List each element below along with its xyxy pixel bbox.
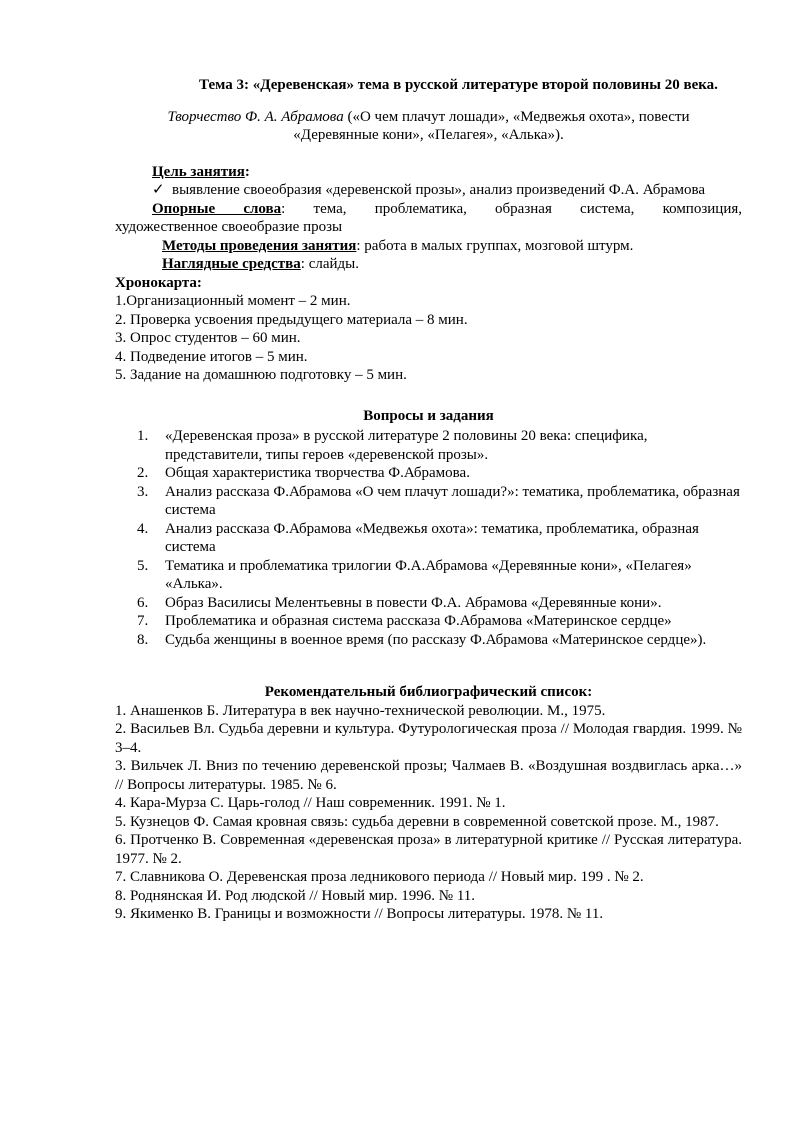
question-item: [115, 483, 742, 520]
visual-aids-text: : слайды.: [300, 256, 359, 272]
bibliography-item: 2. Васильев Вл. Судьба деревни и культура. Футурологическая проза // Молодая гвардия. 1999. № 3–4.: [115, 721, 742, 756]
bibliography-item: 4. Кара-Мурза С. Царь-голод // Наш современник. 1991. № 1.: [115, 795, 506, 811]
question-item: [115, 427, 742, 464]
goal-heading: [152, 163, 742, 182]
question-number: 8.: [137, 631, 149, 648]
bibliography-item: 1. Анашенков Б. Литература в век научно-технической революции. М., 1975.: [115, 702, 606, 719]
subtitle: [115, 108, 742, 145]
question-number: 5.: [137, 557, 149, 574]
question-text: Общая характеристика творчества Ф.Абрамова.: [165, 465, 470, 481]
bibliography-item: 8. Роднянская И. Род людской // Новый мир. 1996. № 11.: [115, 887, 476, 904]
goal-text: выявление своеобразия «деревенской прозы», анализ произведений Ф.А. Абрамова: [172, 182, 706, 198]
questions-heading: Вопросы и задания: [363, 407, 494, 424]
goal-label: Цель занятия: [152, 163, 245, 180]
chronocard-item: 3. Опрос студентов – 60 мин.: [115, 330, 301, 346]
question-item: [115, 557, 742, 594]
question-text: «Деревенская проза» в русской литературе 2 половины 20 века: специфика, представители, типы героев «деревенской прозы».: [165, 428, 648, 463]
question-text: Образ Василисы Мелентьевны в повести Ф.А. Абрамова «Деревянные кони».: [165, 594, 662, 611]
chronocard-item: 1.Организационный момент – 2 мин.: [115, 293, 351, 309]
methods-text: : работа в малых группах, мозговой штурм.: [356, 237, 634, 254]
chronocard-item: 2. Проверка усвоения предыдущего материала – 8 мин.: [115, 311, 468, 328]
check-icon: ✓: [152, 182, 165, 198]
question-text: Судьба женщины в военное время (по рассказу Ф.Абрамова «Материнское сердце»).: [165, 631, 707, 648]
subtitle-works-line2: «Деревянные кони», «Пелагея», «Алька»).: [293, 127, 564, 143]
bibliography-heading: Рекомендательный библиографический список:: [264, 684, 593, 700]
visual-aids-label: Наглядные средства: [162, 256, 301, 272]
page-title: Тема 3: «Деревенская» тема в русской литературе второй половины 20 века.: [199, 77, 718, 93]
question-text: Тематика и проблематика трилогии Ф.А.Абрамова «Деревянные кони», «Пелагея» «Алька».: [165, 557, 692, 592]
visual-aids-line: [162, 255, 742, 274]
methods-line: [162, 237, 742, 256]
question-number: 4.: [137, 520, 149, 537]
question-item: [115, 594, 742, 613]
bibliography-item: 7. Славникова О. Деревенская проза ледникового периода // Новый мир. 199 . № 2.: [115, 869, 644, 885]
question-text: Анализ рассказа Ф.Абрамова «Медвежья охота»: тематика, проблематика, образная система: [165, 520, 699, 555]
question-item: [115, 520, 742, 557]
bibliography-item: 9. Якименко В. Границы и возможности // Вопросы литературы. 1978. № 11.: [115, 906, 604, 922]
keywords-line2: художественное своеобразие прозы: [115, 219, 343, 235]
goal-colon: :: [244, 163, 250, 180]
bibliography-item: 3. Вильчек Л. Вниз по течению деревенской прозы; Чалмаев В. «Воздушная воздвиглась арка…» // Вопросы литературы. 1985. № 6.: [115, 758, 742, 793]
subtitle-works-line1: («О чем плачут лошади», «Медвежья охота», повести: [343, 108, 690, 125]
methods-label: Методы проведения занятия: [162, 237, 357, 254]
subtitle-author: Творчество Ф. А. Абрамова: [167, 108, 344, 125]
chronocard-heading: Хронокарта:: [115, 274, 202, 291]
question-item: [115, 612, 742, 631]
document-page: [115, 76, 742, 924]
bibliography-item: 5. Кузнецов Ф. Самая кровная связь: судьба деревни в современной советской прозе. М., 1987.: [115, 813, 719, 830]
chronocard-list: [115, 292, 742, 385]
chronocard-item: 5. Задание на домашнюю подготовку – 5 мин.: [115, 367, 407, 383]
bibliography-list: [115, 702, 742, 924]
question-number: 2.: [137, 465, 149, 481]
bibliography-item: 6. Протченко В. Современная «деревенская проза» в литературной критике // Русская литература. 1977. № 2.: [115, 832, 742, 867]
question-number: 7.: [137, 613, 149, 629]
chronocard-item: 4. Подведение итогов – 5 мин.: [115, 348, 308, 365]
keywords-line: [115, 200, 742, 219]
keywords-text: : тема, проблематика, образная система, композиция,: [281, 200, 742, 217]
keywords-label: Опорные слова: [152, 200, 282, 217]
questions-list: [115, 427, 742, 649]
question-number: 1.: [137, 428, 149, 444]
question-number: 6.: [137, 594, 149, 611]
question-text: Анализ рассказа Ф.Абрамова «О чем плачут лошади?»: тематика, проблематика, образная система: [165, 483, 740, 518]
question-item: [115, 631, 742, 650]
question-number: 3.: [137, 483, 149, 500]
goal-item: [152, 181, 742, 200]
question-item: [115, 464, 742, 483]
question-text: Проблематика и образная система рассказа Ф.Абрамова «Материнское сердце»: [165, 613, 672, 629]
